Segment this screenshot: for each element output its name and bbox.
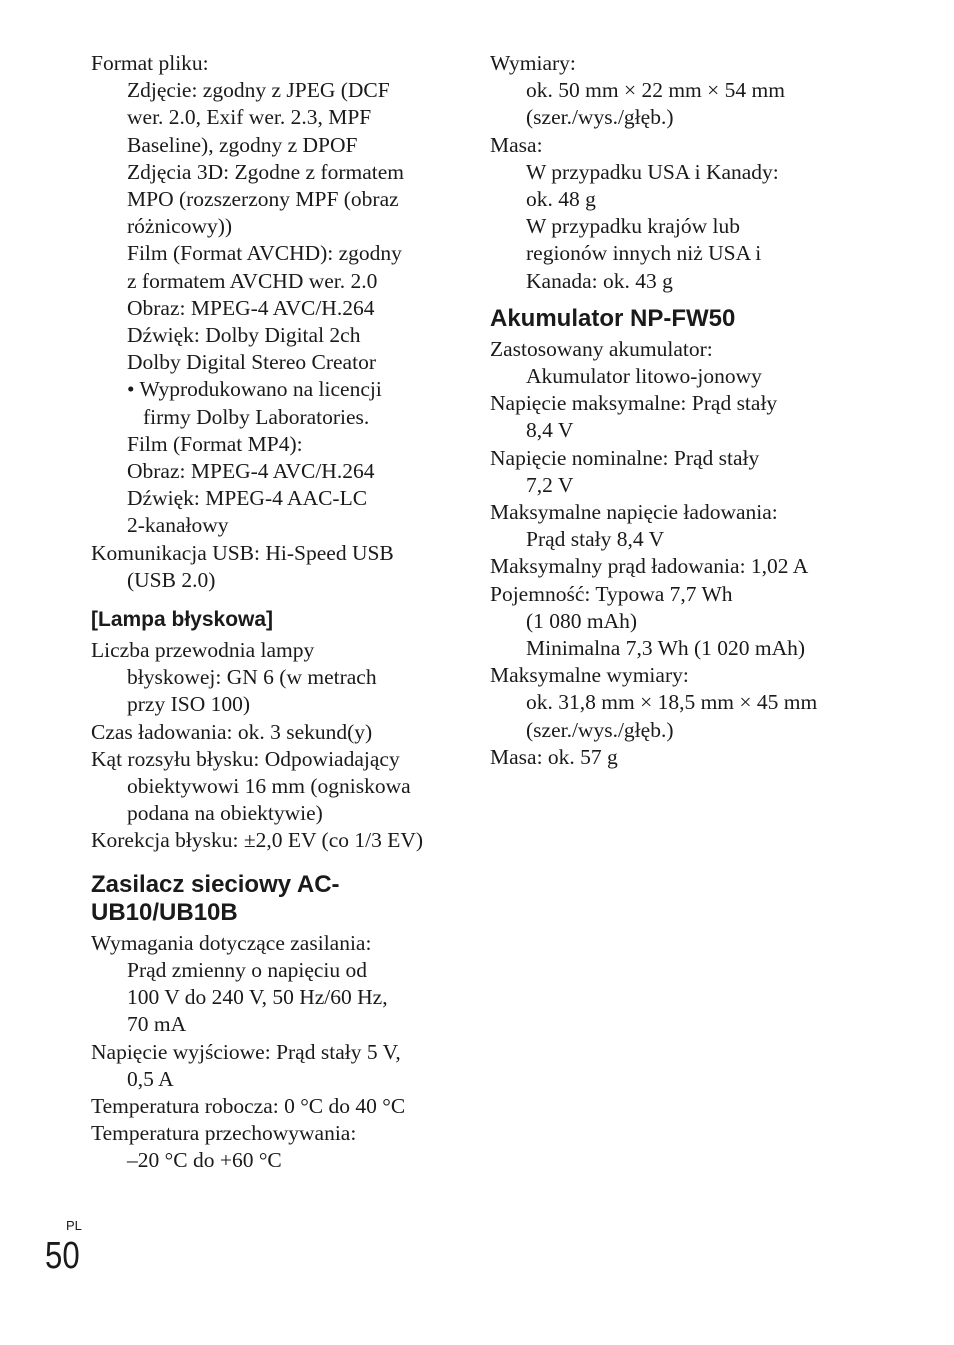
battery-heading: Akumulator NP-FW50	[490, 304, 736, 332]
power-value: Prąd zmienny o napięciu od	[127, 957, 368, 982]
format-line: wer. 2.0, Exif wer. 2.3, MPF	[127, 105, 372, 130]
dimensions-label: Wymiary:	[490, 51, 576, 75]
nominal-voltage-cont: 7,2 V	[526, 472, 574, 497]
capacity: Pojemność: Typowa 7,7 Wh	[490, 581, 733, 606]
power-value: 100 V do 240 V, 50 Hz/60 Hz,	[127, 985, 388, 1010]
operating-temp: Temperatura robocza: 0 °C do 40 °C	[91, 1093, 406, 1118]
usb-cont: (USB 2.0)	[127, 567, 216, 592]
battery-mass: Masa: ok. 57 g	[490, 744, 618, 769]
battery-used-value: Akumulator litowo-jonowy	[526, 364, 762, 389]
format-line: Dźwięk: Dolby Digital 2ch	[127, 323, 361, 348]
format-line: Dolby Digital Stereo Creator	[127, 350, 376, 375]
power-value: 70 mA	[127, 1012, 187, 1037]
page-number: 50	[45, 1235, 80, 1277]
flash-heading: [Lampa błyskowa]	[91, 608, 274, 632]
mass-us: ok. 48 g	[526, 187, 596, 212]
max-dimensions-value: ok. 31,8 mm × 18,5 mm × 45 mm	[526, 690, 818, 715]
flash-angle-cont: obiektywowi 16 mm (ogniskowa	[127, 774, 411, 799]
max-voltage-cont: 8,4 V	[526, 418, 574, 443]
dimensions-value: ok. 50 mm × 22 mm × 54 mm	[526, 78, 785, 103]
charge-voltage-cont: Prąd stały 8,4 V	[526, 527, 665, 552]
adapter-heading-line: UB10/UB10B	[91, 898, 238, 926]
format-line: 2-kanałowy	[127, 513, 229, 538]
mass-label: Masa:	[490, 132, 543, 157]
dolby-bullet: • Wyprodukowano na licencji	[127, 377, 382, 402]
capacity-cont: Minimalna 7,3 Wh (1 020 mAh)	[526, 636, 806, 661]
flash-angle: Kąt rozsyłu błysku: Odpowiadający	[91, 746, 400, 771]
flash-guide: Liczba przewodnia lampy	[91, 638, 315, 663]
mass-other: regionów innych niż USA i	[526, 241, 762, 266]
dimensions-value: (szer./wys./głęb.)	[526, 105, 674, 130]
format-line: z formatem AVCHD wer. 2.0	[127, 268, 378, 293]
mass-us: W przypadku USA i Kanady:	[526, 159, 779, 184]
format-line: Dźwięk: MPEG-4 AAC-LC	[127, 486, 368, 511]
format-line: Film (Format AVCHD): zgodny	[127, 241, 402, 266]
format-line: Baseline), zgodny z DPOF	[127, 132, 358, 157]
max-dimensions-label: Maksymalne wymiary:	[490, 663, 689, 688]
usb-label: Komunikacja USB: Hi-Speed USB	[91, 540, 394, 565]
format-line: różnicowy))	[127, 214, 233, 239]
adapter-heading-line: Zasilacz sieciowy AC-	[91, 870, 340, 898]
format-line: Zdjęcia 3D: Zgodne z formatem	[127, 159, 405, 184]
flash-guide-cont: przy ISO 100)	[127, 692, 251, 717]
format-line: MPO (rozszerzony MPF (obraz	[127, 187, 399, 212]
output-voltage: Napięcie wyjściowe: Prąd stały 5 V,	[91, 1039, 401, 1064]
charge-current: Maksymalny prąd ładowania: 1,02 A	[490, 554, 809, 579]
right-column	[490, 50, 870, 771]
flash-charge: Czas ładowania: ok. 3 sekund(y)	[91, 719, 373, 744]
power-label: Wymagania dotyczące zasilania:	[91, 930, 372, 955]
language-code: PL	[66, 1218, 82, 1233]
nominal-voltage: Napięcie nominalne: Prąd stały	[490, 445, 760, 470]
mass-other: Kanada: ok. 43 g	[526, 268, 673, 293]
format-line: Zdjęcie: zgodny z JPEG (DCF	[127, 78, 390, 103]
format-line: Film (Format MP4):	[127, 431, 303, 456]
flash-guide-cont: błyskowej: GN 6 (w metrach	[127, 665, 377, 690]
max-voltage: Napięcie maksymalne: Prąd stały	[490, 391, 778, 416]
charge-voltage: Maksymalne napięcie ładowania:	[490, 500, 778, 525]
format-line: Obraz: MPEG-4 AVC/H.264	[127, 459, 375, 484]
dolby-bullet-cont: firmy Dolby Laboratories.	[143, 404, 370, 429]
left-column	[91, 50, 461, 1175]
flash-compensation: Korekcja błysku: ±2,0 EV (co 1/3 EV)	[91, 828, 424, 853]
battery-used-label: Zastosowany akumulator:	[490, 336, 713, 361]
storage-temp-value: –20 °C do +60 °C	[127, 1148, 282, 1173]
adapter-heading	[91, 871, 461, 927]
mass-other: W przypadku krajów lub	[526, 214, 740, 239]
capacity-cont: (1 080 mAh)	[526, 608, 638, 633]
output-voltage-cont: 0,5 A	[127, 1066, 174, 1091]
storage-temp-label: Temperatura przechowywania:	[91, 1121, 357, 1146]
format-line: Obraz: MPEG-4 AVC/H.264	[127, 295, 375, 320]
flash-angle-cont: podana na obiektywie)	[127, 801, 323, 826]
format-label: Format pliku:	[91, 51, 209, 75]
max-dimensions-value: (szer./wys./głęb.)	[526, 717, 674, 742]
